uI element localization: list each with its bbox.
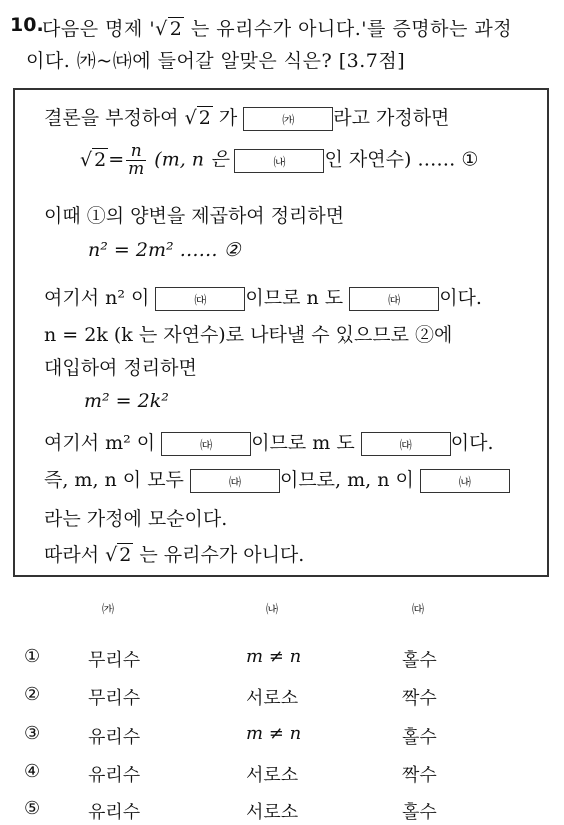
choice-number[interactable]: ② (24, 684, 41, 705)
proof-line-12: 따라서 √ 2 는 유리수가 아니다. (44, 544, 305, 566)
sqrt-expression: √ 2 (155, 18, 183, 40)
choice-ga: 무리수 (88, 688, 141, 709)
proof-line-6: n = 2k (k 는 자연수)로 나타낼 수 있으므로 ②에 (44, 324, 453, 346)
proof-line-5: 여기서 n² 이 ㈐ 이므로 n 도 ㈐ 이다. (44, 287, 482, 309)
choice-header-da: ㈐ (412, 602, 425, 616)
choice-header-na: ㈏ (266, 602, 279, 616)
blank-da-2: ㈐ (349, 287, 439, 311)
question-text-post: 는 유리수가 아니다.'를 증명하는 과정 (190, 18, 513, 40)
choice-number[interactable]: ③ (24, 723, 41, 744)
choice-da: 홀수 (402, 727, 437, 748)
question-line-2: 이다. ㈎~㈐에 들어갈 알맞은 식은? [3.7점] (26, 50, 406, 72)
proof-line-10: 즉, m, n 이 모두 ㈐ 이므로, m, n 이 ㈏ (44, 465, 510, 493)
choice-na: m ≠ n (246, 723, 302, 744)
proof-line-4: n² = 2m² …… ② (88, 239, 241, 261)
choice-na: 서로소 (246, 688, 299, 709)
choice-number[interactable]: ④ (24, 761, 41, 782)
choice-na: m ≠ n (246, 646, 302, 667)
proof-line-8: m² = 2k² (84, 390, 169, 412)
choice-da: 홀수 (402, 650, 437, 671)
blank-da-1: ㈐ (155, 287, 245, 311)
choice-ga: 유리수 (88, 802, 141, 823)
choice-na: 서로소 (246, 802, 299, 823)
proof-line-1: 결론을 부정하여 √ 2 가 ㈎ 라고 가정하면 (44, 107, 450, 129)
blank-ga: ㈎ (243, 107, 333, 131)
proof-line-9: 여기서 m² 이 ㈐ 이므로 m 도 ㈐ 이다. (44, 432, 494, 454)
choice-header-ga: ㈎ (102, 602, 115, 616)
choice-da: 짝수 (402, 765, 437, 786)
choice-da: 짝수 (402, 688, 437, 709)
proof-line-11: 라는 가정에 모순이다. (44, 508, 228, 530)
choice-number[interactable]: ① (24, 646, 41, 667)
choice-da: 홀수 (402, 802, 437, 823)
blank-da-3: ㈐ (161, 432, 251, 456)
proof-line-7: 대입하여 정리하면 (44, 357, 197, 379)
question-text-pre: 다음은 명제 ' (42, 18, 156, 40)
blank-da-5: ㈐ (190, 469, 280, 493)
choice-ga: 유리수 (88, 765, 141, 786)
blank-na-1: ㈏ (234, 149, 324, 173)
blank-da-4: ㈐ (361, 432, 451, 456)
blank-na-2: ㈏ (420, 469, 510, 493)
choice-ga: 유리수 (88, 727, 141, 748)
question-line-1 (42, 14, 512, 41)
choice-ga: 무리수 (88, 650, 141, 671)
proof-line-2: √ 2 = $\frac{n}{m}$ (m, n 은 ㈏ 인 자연수) …… ① (80, 141, 479, 179)
question-number: 10. (10, 14, 44, 36)
choice-na: 서로소 (246, 765, 299, 786)
choice-number[interactable]: ⑤ (24, 798, 41, 819)
proof-line-3: 이때 ①의 양변을 제곱하여 정리하면 (44, 205, 345, 227)
